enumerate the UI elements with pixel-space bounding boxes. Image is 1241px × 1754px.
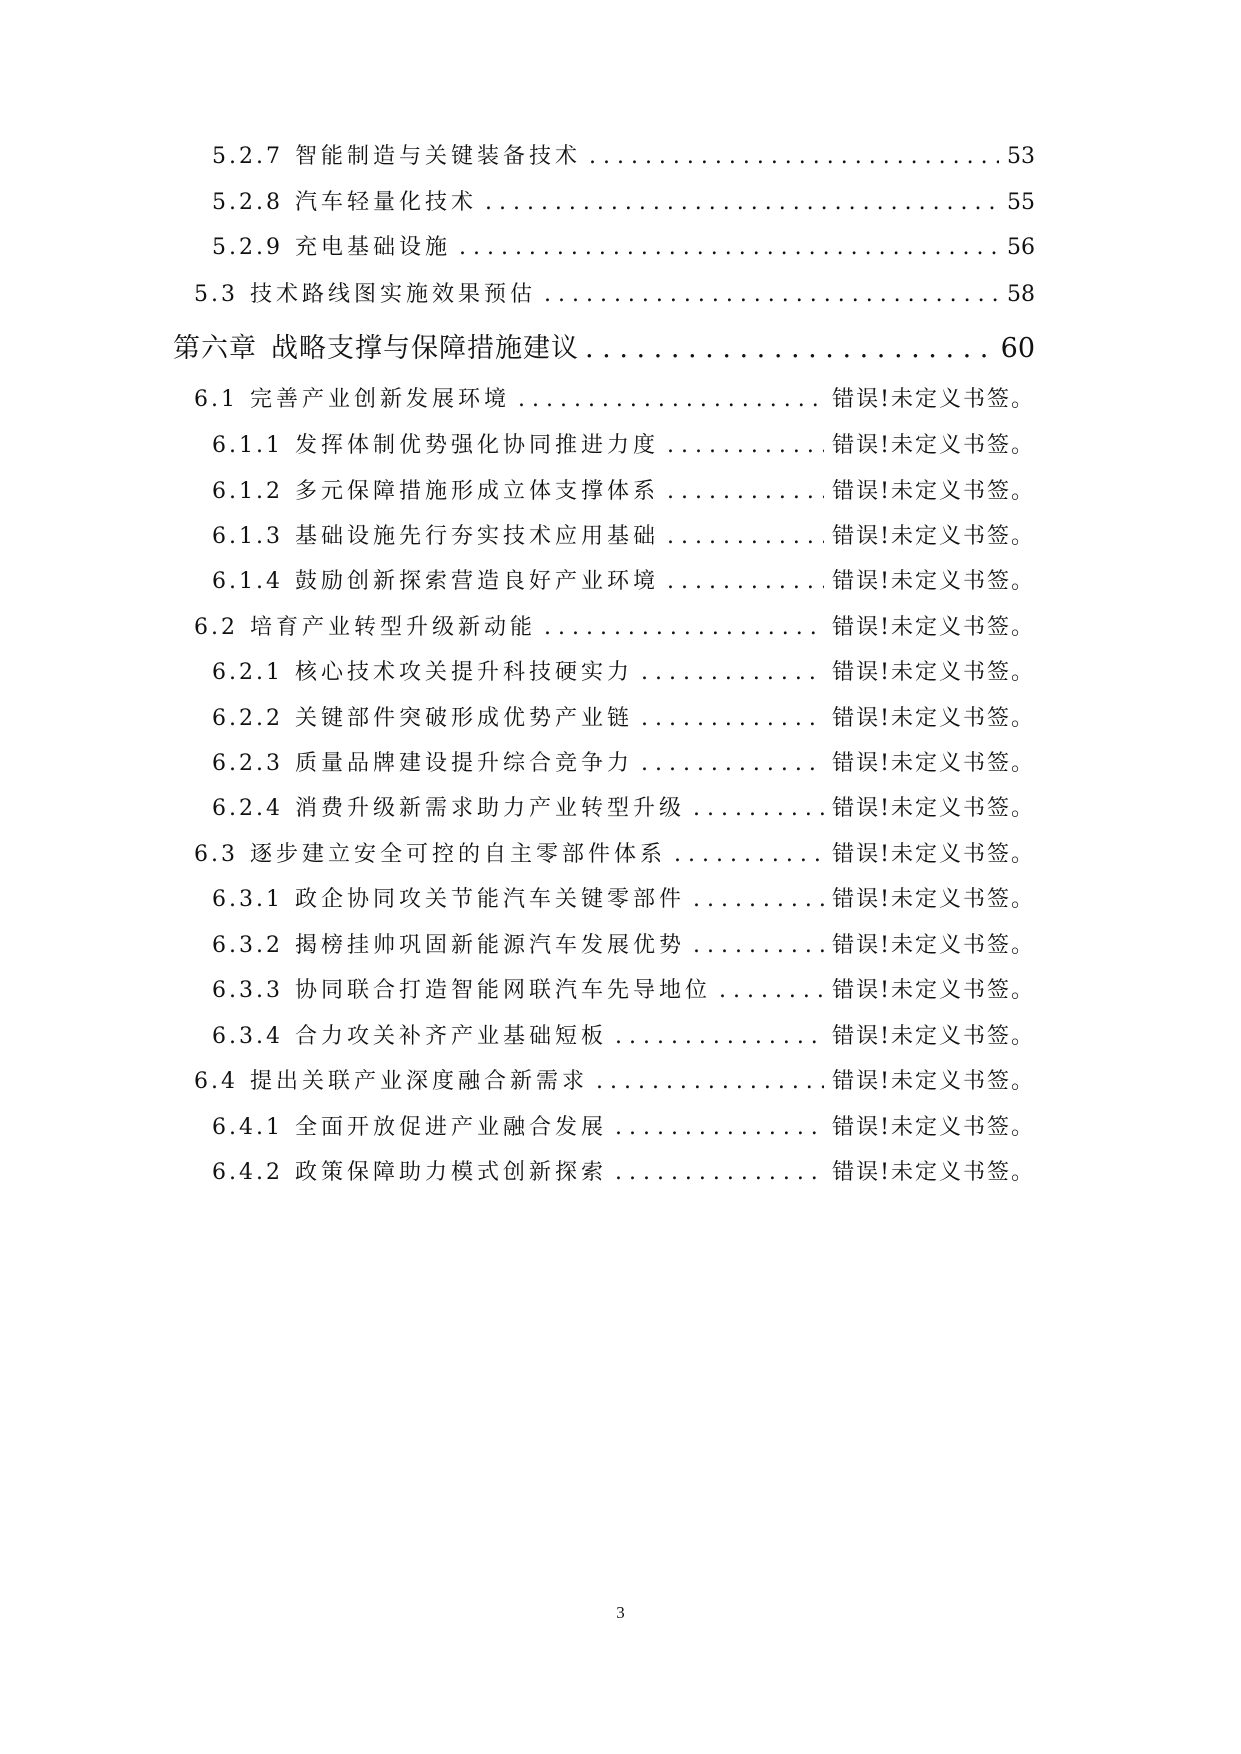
dot-leader (693, 794, 824, 824)
toc-entry-number: 6.4 (194, 1069, 238, 1094)
dot-leader (719, 976, 824, 1006)
toc-entry[interactable] (212, 1113, 1035, 1143)
toc-entry-page: 错误!未定义书签。 (832, 1115, 1035, 1140)
dot-leader (667, 522, 824, 552)
dot-leader (693, 931, 824, 961)
toc-entry-title: 合力攻关补齐产业基础短板 (294, 1024, 607, 1049)
toc-entry-title: 协同联合打造智能网联汽车先导地位 (294, 978, 711, 1003)
toc-entry-title: 政策保障助力模式创新探索 (294, 1160, 607, 1185)
toc-entry-page: 错误!未定义书签。 (832, 933, 1035, 958)
toc-entry-page: 错误!未定义书签。 (832, 569, 1035, 594)
toc-entry[interactable] (212, 188, 1035, 218)
page-number: 3 (616, 1603, 625, 1622)
toc-entry-title: 完善产业创新发展环境 (250, 387, 511, 412)
dot-leader (518, 385, 824, 415)
toc-entry-number: 6.3.2 (212, 933, 283, 958)
toc-entry-page: 错误!未定义书签。 (832, 615, 1035, 640)
toc-entry-number: 5.2.7 (212, 144, 283, 169)
toc-entry-title: 培育产业转型升级新动能 (250, 615, 537, 640)
toc-entry-number: 6.2.3 (212, 751, 283, 776)
toc-entry-page: 56 (1007, 235, 1035, 260)
toc-entry-page: 58 (1007, 282, 1035, 307)
toc-entry-page: 错误!未定义书签。 (832, 842, 1035, 867)
toc-entry-title: 汽车轻量化技术 (294, 190, 477, 215)
toc-entry-title: 政企协同攻关节能汽车关键零部件 (294, 887, 685, 912)
toc-entry-page: 错误!未定义书签。 (832, 524, 1035, 549)
toc-entry[interactable] (212, 749, 1035, 779)
toc-entry-number: 第六章 (173, 333, 257, 364)
toc-entry-number: 6.3.1 (212, 887, 283, 912)
dot-leader (667, 567, 824, 597)
dot-leader (544, 280, 999, 310)
toc-entry-page: 错误!未定义书签。 (832, 479, 1035, 504)
dot-leader (544, 613, 824, 643)
dot-leader (693, 885, 824, 915)
toc-entry-title: 提出关联产业深度融合新需求 (250, 1069, 589, 1094)
toc-entry-number: 6.4.2 (212, 1160, 283, 1185)
toc-entry-number: 5.3 (194, 282, 238, 307)
toc-entry-page: 错误!未定义书签。 (832, 1160, 1035, 1185)
toc-entry-title: 基础设施先行夯实技术应用基础 (294, 524, 659, 549)
toc-entry-number: 6.1.3 (212, 524, 283, 549)
dot-leader (641, 704, 824, 734)
toc-entry-title: 全面开放促进产业融合发展 (294, 1115, 607, 1140)
toc-entry-title: 质量品牌建设提升综合竞争力 (294, 751, 633, 776)
toc-entry-title: 鼓励创新探索营造良好产业环境 (294, 569, 659, 594)
toc-entry[interactable] (194, 1067, 1035, 1097)
toc-entry-number: 6.4.1 (212, 1115, 283, 1140)
toc-entry-page: 53 (1007, 144, 1035, 169)
toc-entry[interactable] (212, 1158, 1035, 1188)
toc-entry-page: 错误!未定义书签。 (832, 978, 1035, 1003)
dot-leader (596, 1067, 824, 1097)
toc-entry-title: 关键部件突破形成优势产业链 (294, 706, 633, 731)
toc-entry-page: 60 (1000, 333, 1035, 364)
toc-entry-page: 错误!未定义书签。 (832, 887, 1035, 912)
toc-entry-number: 6.3.4 (212, 1024, 283, 1049)
toc-entry-number: 5.2.9 (212, 235, 283, 260)
toc-entry[interactable] (194, 840, 1035, 870)
toc-entry[interactable] (212, 142, 1035, 172)
dot-leader (615, 1158, 824, 1188)
dot-leader (585, 331, 995, 367)
toc-entry-number: 6.3.3 (212, 978, 283, 1003)
dot-leader (667, 431, 824, 461)
toc-entry-number: 6.2.2 (212, 706, 283, 731)
toc-entry-number: 6.2.1 (212, 660, 283, 685)
toc-entry-page: 错误!未定义书签。 (832, 660, 1035, 685)
dot-leader (641, 749, 824, 779)
toc-entry[interactable] (212, 885, 1035, 915)
toc-entry-page: 错误!未定义书签。 (832, 751, 1035, 776)
toc-entry[interactable] (173, 331, 1035, 367)
toc-entry[interactable] (212, 431, 1035, 461)
dot-leader (641, 658, 824, 688)
toc-entry-number: 6.2 (194, 615, 238, 640)
toc-entry[interactable] (212, 233, 1035, 263)
dot-leader (485, 188, 999, 218)
toc-entry[interactable] (194, 613, 1035, 643)
toc-entry-title: 充电基础设施 (294, 235, 451, 260)
toc-entry[interactable] (212, 1022, 1035, 1052)
toc-entry-title: 逐步建立安全可控的自主零部件体系 (250, 842, 667, 867)
toc-entry[interactable] (212, 931, 1035, 961)
toc-entry-number: 6.1.2 (212, 479, 283, 504)
toc-entry[interactable] (212, 794, 1035, 824)
dot-leader (615, 1022, 824, 1052)
toc-entry-number: 6.1 (194, 387, 238, 412)
toc-entry-page: 错误!未定义书签。 (832, 796, 1035, 821)
dot-leader (674, 840, 824, 870)
toc-entry-title: 核心技术攻关提升科技硬实力 (294, 660, 633, 685)
toc-entry[interactable] (212, 704, 1035, 734)
toc-entry-number: 6.2.4 (212, 796, 283, 821)
toc-entry-page: 55 (1007, 190, 1035, 215)
toc-entry-number: 6.1.4 (212, 569, 283, 594)
toc-entry-number: 6.1.1 (212, 433, 283, 458)
toc-entry-page: 错误!未定义书签。 (832, 1069, 1035, 1094)
toc-entry-title: 技术路线图实施效果预估 (250, 282, 537, 307)
dot-leader (459, 233, 999, 263)
dot-leader (589, 142, 999, 172)
toc-entry[interactable] (212, 522, 1035, 552)
toc-entry-title: 多元保障措施形成立体支撑体系 (294, 479, 659, 504)
toc-entry-number: 5.2.8 (212, 190, 283, 215)
toc-entry[interactable] (212, 658, 1035, 688)
toc-entry-title: 战略支撑与保障措施建议 (271, 333, 579, 364)
toc-entry-page: 错误!未定义书签。 (832, 1024, 1035, 1049)
toc-entry-number: 6.3 (194, 842, 238, 867)
toc-entry[interactable] (212, 976, 1035, 1006)
toc-entry-page: 错误!未定义书签。 (832, 433, 1035, 458)
toc-entry[interactable] (212, 477, 1035, 507)
toc-entry-title: 揭榜挂帅巩固新能源汽车发展优势 (294, 933, 685, 958)
toc-entry-title: 发挥体制优势强化协同推进力度 (294, 433, 659, 458)
toc-entry-page: 错误!未定义书签。 (832, 387, 1035, 412)
toc-entry[interactable] (194, 280, 1035, 310)
toc-entry[interactable] (194, 385, 1035, 415)
toc-entry-title: 智能制造与关键装备技术 (294, 144, 581, 169)
toc-entry-title: 消费升级新需求助力产业转型升级 (294, 796, 685, 821)
toc-entry-page: 错误!未定义书签。 (832, 706, 1035, 731)
dot-leader (667, 477, 824, 507)
toc-entry[interactable] (212, 567, 1035, 597)
dot-leader (615, 1113, 824, 1143)
